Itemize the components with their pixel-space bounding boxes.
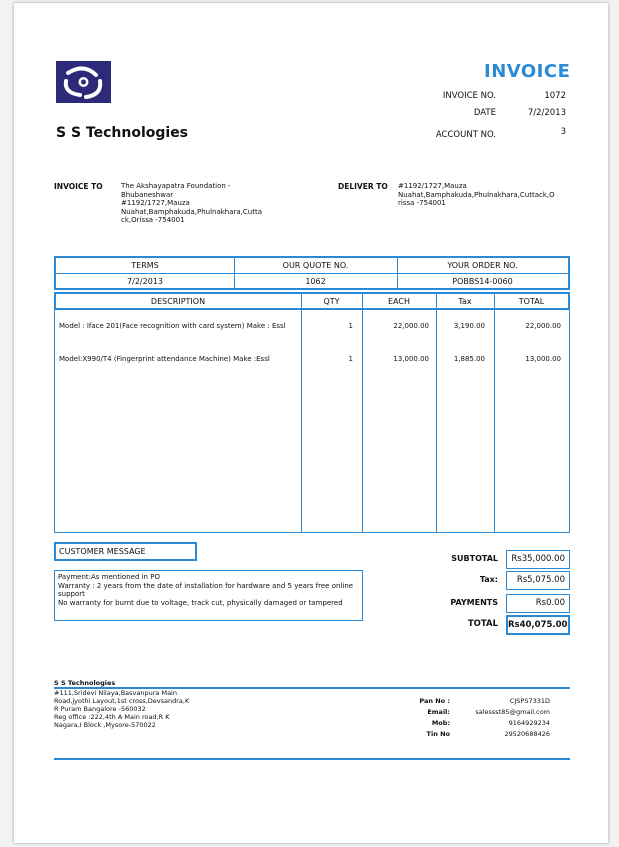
mob-label: Mob:: [431, 719, 450, 727]
date-label: DATE: [473, 108, 496, 118]
item-1-tax: 3,190.00: [453, 322, 485, 330]
terms-header: TERMS: [131, 261, 159, 270]
item-2-qty: 1: [348, 355, 353, 363]
customer-message-label: CUSTOMER MESSAGE: [54, 542, 197, 561]
invoice-no-label: INVOICE NO.: [442, 91, 496, 101]
footer-address: #111,Sridevi Nilaya,Basvanpura Main Road,jyothi Layout,1st cross,Devsandra,K R Puram Bangalore -560032 Reg office :222,4th A Main road,R K Nagara,I Block ,Mysore-570022: [54, 689, 190, 729]
invoice-to-address: The Akshayapatra Foundation - Bhubaneshwar #1192/1727,Mauza Nuahat,Bamphakuda,Phulnakhara,Cutta ck,Orissa -754001: [121, 182, 263, 224]
tax-summary-label: Tax:: [479, 575, 498, 584]
description-header: DESCRIPTION: [150, 297, 206, 306]
item-1-each: 22,000.00: [393, 322, 429, 330]
item-2-each: 13,000.00: [393, 355, 429, 363]
invoice-no-value: 1072: [544, 91, 566, 101]
order-info-table: [54, 256, 570, 290]
tin-label: Tin No: [426, 730, 450, 738]
item-2-total: 13,000.00: [525, 355, 561, 363]
item-1-description: Model : Iface 201(Face recognition with card system) Make : Essl: [59, 322, 286, 330]
each-header: EACH: [388, 297, 410, 306]
date-value: 7/2/2013: [527, 108, 566, 118]
invoice-page: [14, 3, 608, 843]
customer-message-text: Payment:As mentioned in PO Warranty : 2 years from the date of installation for hardware and 5 years free online support No warranty for burnt due to voltage, track cut, physically damaged or tampered: [54, 570, 363, 621]
company-logo-icon: [56, 61, 111, 103]
items-table: [54, 292, 570, 533]
item-2-description: Model:X990/T4 (Fingerprint attendance Machine) Make :Essl: [59, 355, 270, 363]
account-no-value: 3: [560, 127, 566, 137]
deliver-to-address: #1192/1727,Mauza Nuahat,Bamphakuda,Phulnakhara,Cuttack,O rissa -754001: [398, 182, 555, 207]
terms-value: 7/2/2013: [127, 277, 163, 286]
company-name: S S Technologies: [56, 125, 189, 141]
deliver-to-label: DELIVER TO: [338, 182, 388, 191]
item-2-tax: 1,885.00: [453, 355, 485, 363]
quote-no-value: 1062: [305, 277, 326, 286]
quote-no-header: OUR QUOTE NO.: [282, 261, 349, 270]
total-value: Rs40,075.00: [506, 615, 570, 635]
footer-company-name: S S Technologies: [54, 679, 116, 687]
total-header: TOTAL: [518, 297, 545, 306]
tin-value: 29520688426: [504, 730, 550, 738]
email-label: Email:: [427, 708, 450, 716]
payments-value: Rs0.00: [506, 594, 570, 613]
total-label: TOTAL: [467, 619, 498, 629]
invoice-to-label: INVOICE TO: [54, 182, 103, 191]
invoice-title: INVOICE: [484, 61, 571, 82]
subtotal-label: SUBTOTAL: [451, 554, 498, 563]
item-1-total: 22,000.00: [525, 322, 561, 330]
tax-header: Tax: [458, 297, 472, 306]
account-no-label: ACCOUNT NO.: [435, 130, 496, 140]
qty-header: QTY: [323, 297, 340, 306]
order-no-header: YOUR ORDER NO.: [447, 261, 518, 270]
pan-label: Pan No :: [419, 697, 450, 705]
pan-value: CJSPS7331D: [509, 697, 550, 705]
footer-bottom-rule: [54, 758, 570, 760]
order-no-value: POBBS14-0060: [452, 277, 513, 286]
item-1-qty: 1: [348, 322, 353, 330]
tax-summary-value: Rs5,075.00: [506, 571, 570, 590]
payments-label: PAYMENTS: [450, 598, 498, 607]
email-value: salessst85@gmail.com: [475, 708, 550, 716]
subtotal-value: Rs35,000.00: [506, 550, 570, 569]
mob-value: 9164929234: [508, 719, 550, 727]
